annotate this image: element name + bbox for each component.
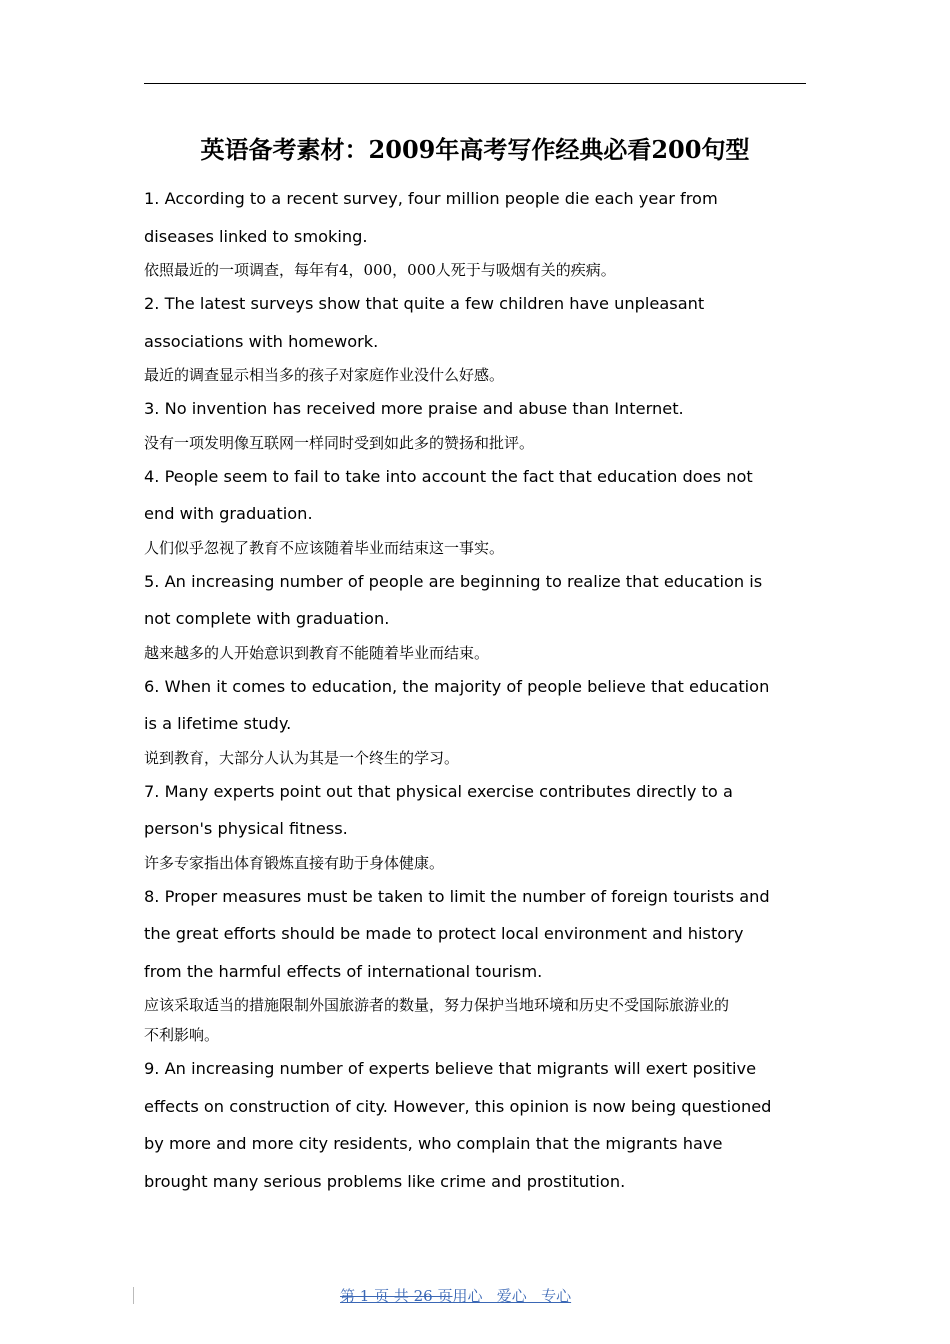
sentence-item (144, 563, 806, 668)
chinese-translation-line: 许多专家指出体育锻炼直接有助于身体健康。 (144, 853, 445, 872)
chinese-translation-line: 依照最近的一项调查，每年有4，000，000人死于与吸烟有关的疾病。 (144, 261, 616, 279)
sentence-item (144, 1050, 806, 1200)
sentence-item (144, 285, 806, 390)
english-sentence-line: 3. No invention has received more praise and abuse than Internet. (144, 399, 684, 418)
document-title: 英语备考素材：2009年高考写作经典必看200句型 (200, 135, 750, 164)
sentence-item (144, 458, 806, 563)
english-sentence-line: 7. Many experts point out that physical exercise contributes directly to a (144, 781, 733, 801)
english-sentence-line: associations with homework. (144, 331, 379, 351)
english-sentence-line: is a lifetime study. (144, 714, 292, 733)
english-sentence-line: diseases linked to smoking. (144, 226, 368, 246)
sentence-item (144, 773, 806, 878)
page-footer (340, 1285, 571, 1307)
english-sentence-line: 1. According to a recent survey, four million people die each year from (144, 189, 718, 208)
chinese-translation-line: 应该采取适当的措施限制外国旅游者的数量，努力保护当地环境和历史不受国际旅游业的 (144, 996, 730, 1014)
english-sentence-line: 2. The latest surveys show that quite a few children have unpleasant (144, 294, 705, 313)
english-sentence-line: not complete with graduation. (144, 609, 390, 628)
chinese-translation-line: 不利影响。 (144, 1026, 220, 1044)
english-sentence-line: effects on construction of city. However, this opinion is now being questioned (144, 1096, 772, 1116)
english-sentence-line: by more and more city residents, who complain that the migrants have (144, 1134, 723, 1153)
english-sentence-line: 9. An increasing number of experts believe that migrants will exert positive (144, 1059, 757, 1078)
header-rule (144, 83, 806, 84)
sentence-item (144, 878, 806, 1051)
english-sentence-line: the great efforts should be made to protect local environment and history (144, 924, 744, 943)
english-sentence-line: end with graduation. (144, 504, 313, 523)
chinese-translation-line: 说到教育，大部分人认为其是一个终生的学习。 (144, 748, 460, 767)
footer-slogan: 用心 爱心 专心 (452, 1287, 572, 1305)
footer-margin-marker (133, 1287, 134, 1304)
page-number: 第 1 页 共 26 页 (340, 1287, 453, 1305)
document-body (144, 180, 806, 1200)
english-sentence-line: 6. When it comes to education, the majority of people believe that education (144, 676, 770, 696)
chinese-translation-line: 没有一项发明像互联网一样同时受到如此多的赞扬和批评。 (144, 433, 535, 452)
english-sentence-line: person's physical fitness. (144, 819, 348, 838)
chinese-translation-line: 越来越多的人开始意识到教育不能随着毕业而结束。 (144, 643, 490, 662)
english-sentence-line: from the harmful effects of international tourism. (144, 961, 543, 981)
english-sentence-line: 5. An increasing number of people are beginning to realize that education is (144, 571, 763, 591)
english-sentence-line: 8. Proper measures must be taken to limit the number of foreign tourists and (144, 886, 770, 906)
sentence-item (144, 668, 806, 773)
english-sentence-line: brought many serious problems like crime and prostitution. (144, 1171, 626, 1191)
chinese-translation-line: 人们似乎忽视了教育不应该随着毕业而结束这一事实。 (144, 538, 505, 557)
sentence-item (144, 180, 806, 285)
sentence-item (144, 390, 806, 458)
english-sentence-line: 4. People seem to fail to take into account the fact that education does not (144, 466, 753, 486)
chinese-translation-line: 最近的调查显示相当多的孩子对家庭作业没什么好感。 (144, 366, 505, 384)
